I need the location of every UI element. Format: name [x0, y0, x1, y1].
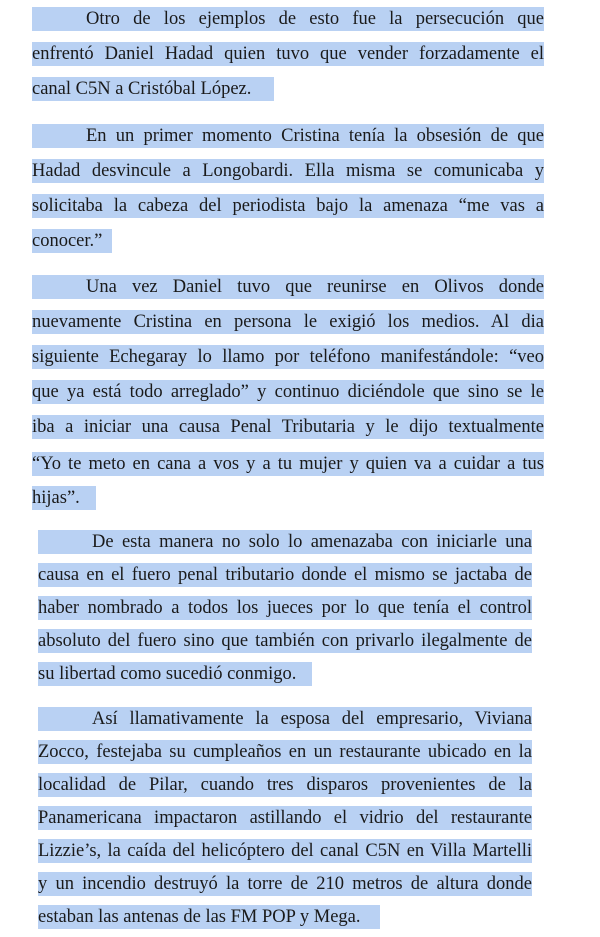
text-line: Zocco, festejaba su cumpleaños en un restaurante ubicado en la: [38, 742, 532, 762]
text-line: enfrentó Daniel Hadad quien tuvo que vender forzadamente el: [32, 44, 544, 64]
text-line: En un primer momento Cristina tenía la obsesión de que: [32, 124, 544, 148]
text-line: Otro de los ejemplos de esto fue la persecución que: [32, 7, 544, 31]
text-line: absoluto del fuero sino que también con privarlo ilegalmente de: [38, 631, 532, 651]
text-line: Así llamativamente la esposa del empresario, Viviana: [38, 707, 532, 731]
text-line: y un incendio destruyó la torre de 210 metros de altura donde: [38, 874, 532, 894]
text-line: “Yo te meto en cana a vos y a tu mujer y quien va a cuidar a tus: [32, 454, 544, 474]
text-line: conocer.”: [32, 229, 112, 253]
text-line: nuevamente Cristina en persona le exigió los medios. Al dia: [32, 312, 544, 332]
text-line: haber nombrado a todos los jueces por lo que tenía el control: [38, 598, 532, 618]
text-line: causa en el fuero penal tributario donde el mismo se jactaba de: [38, 565, 532, 585]
text-line: Lizzie’s, la caída del helicóptero del canal C5N en Villa Martelli: [38, 841, 532, 861]
text-line: canal C5N a Cristóbal López.: [32, 77, 274, 101]
text-line: localidad de Pilar, cuando tres disparos provenientes de la: [38, 775, 532, 795]
text-line: Una vez Daniel tuvo que reunirse en Olivos donde: [32, 275, 544, 299]
text-line: hijas”.: [32, 486, 96, 510]
text-line: iba a iniciar una causa Penal Tributaria y le dijo textualmente: [32, 417, 544, 437]
text-line: De esta manera no solo lo amenazaba con iniciarle una: [38, 530, 532, 554]
text-line: Panamericana impactaron astillando el vidrio del restaurante: [38, 808, 532, 828]
text-line: siguiente Echegaray lo llamo por teléfono manifestándole: “veo: [32, 347, 544, 367]
text-line: su libertad como sucedió conmigo.: [38, 662, 312, 686]
text-line: estaban las antenas de las FM POP y Mega.: [38, 905, 380, 929]
text-line: solicitaba la cabeza del periodista bajo la amenaza “me vas a: [32, 196, 544, 216]
text-line: que ya está todo arreglado” y continuo diciéndole que sino se le: [32, 382, 544, 402]
text-line: Hadad desvincule a Longobardi. Ella misma se comunicaba y: [32, 161, 544, 181]
